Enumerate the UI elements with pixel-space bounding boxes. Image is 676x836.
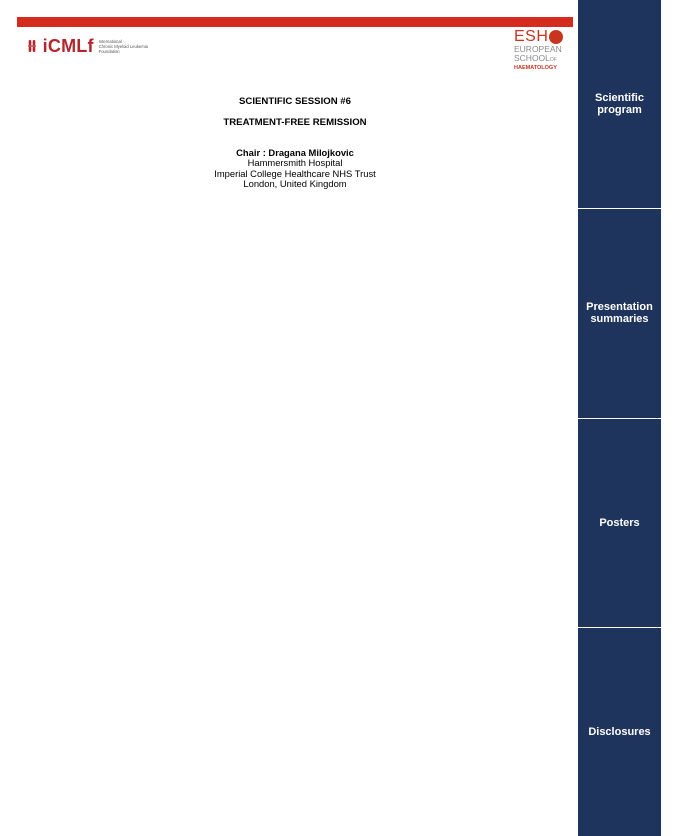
esh-logo bbox=[512, 29, 564, 75]
affiliation-line: Imperial College Healthcare NHS Trust bbox=[214, 167, 376, 179]
esh-acronym: ESH bbox=[514, 28, 549, 45]
esh-line-haematology: HAEMATOLOGY bbox=[514, 65, 557, 71]
tab-scientific-program[interactable] bbox=[578, 0, 661, 209]
sidebar-nav bbox=[578, 0, 661, 836]
icml-wordmark: iCMLf bbox=[42, 35, 94, 56]
tab-label-line: Scientific bbox=[595, 92, 644, 105]
tab-label bbox=[578, 301, 661, 325]
tab-label bbox=[591, 517, 647, 529]
tab-posters[interactable] bbox=[578, 419, 661, 628]
esh-school-word: SCHOOL bbox=[514, 53, 550, 63]
tab-disclosures[interactable] bbox=[578, 628, 661, 836]
icml-subtext-line: Foundation bbox=[98, 48, 120, 54]
tab-label-line: program bbox=[597, 104, 642, 117]
icml-subtext bbox=[99, 39, 148, 54]
tab-label-line: Presentation bbox=[586, 301, 653, 314]
esh-line-european: EUROPEAN bbox=[514, 44, 562, 54]
affiliation-line: London, United Kingdom bbox=[243, 178, 347, 190]
esh-of-word: OF bbox=[549, 57, 557, 63]
tab-label-line: summaries bbox=[590, 313, 649, 326]
affiliation-line: Hammersmith Hospital bbox=[247, 157, 343, 169]
tab-label bbox=[587, 92, 652, 116]
top-red-bar bbox=[17, 17, 573, 27]
tab-label-line: Disclosures bbox=[588, 725, 651, 738]
icml-logo bbox=[28, 35, 148, 57]
esh-dot-icon bbox=[549, 30, 563, 44]
icml-subtext-line: International bbox=[98, 38, 122, 44]
session-subtitle: TREATMENT-FREE REMISSION bbox=[223, 117, 367, 128]
icml-chromosome-icon bbox=[28, 36, 39, 56]
tab-label-line: Posters bbox=[599, 516, 640, 529]
tab-label bbox=[580, 726, 658, 738]
session-title: SCIENTIFIC SESSION #6 bbox=[239, 96, 351, 107]
chair-name: Chair : Dragana Milojkovic bbox=[236, 147, 354, 158]
chair-block bbox=[150, 148, 440, 190]
tab-presentation-summaries[interactable] bbox=[578, 209, 661, 418]
icml-subtext-line: Chronic Myeloid Leukemia bbox=[98, 43, 148, 49]
